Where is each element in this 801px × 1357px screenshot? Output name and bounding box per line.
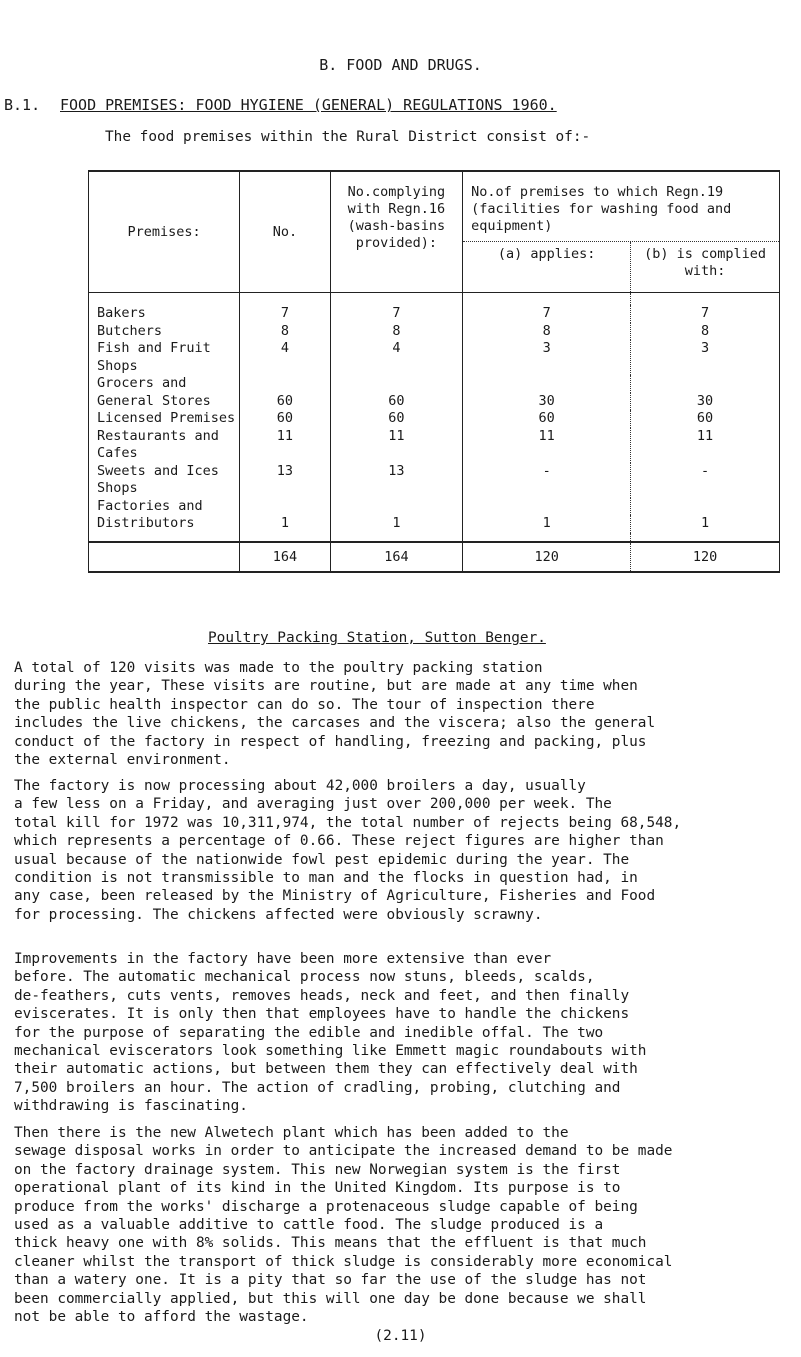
table-row bbox=[89, 375, 780, 393]
premises-table bbox=[88, 170, 780, 573]
table-row bbox=[89, 340, 780, 375]
complying-cell: 7 bbox=[330, 305, 462, 323]
number-cell: 60 bbox=[240, 410, 331, 428]
number-cell: 7 bbox=[240, 305, 331, 323]
applies-cell bbox=[463, 498, 631, 516]
applies-cell bbox=[463, 375, 631, 393]
number-cell: 4 bbox=[240, 340, 331, 375]
complying-cell: 60 bbox=[330, 410, 462, 428]
poultry-heading: Poultry Packing Station, Sutton Benger. bbox=[208, 630, 546, 646]
premises-name-cell: Distributors bbox=[89, 515, 240, 533]
number-cell bbox=[240, 375, 331, 393]
totals-row bbox=[89, 542, 780, 572]
section-number: B.1. bbox=[4, 96, 41, 114]
page-header: B. FOOD AND DRUGS. bbox=[319, 56, 482, 74]
page-number: (2.11) bbox=[374, 1328, 427, 1344]
paragraph-visits: A total of 120 visits was made to the poultry packing station during the year, These visits are routine, but are made at any time when the public health inspector can do so. The tour of inspection there includes the live chickens, the carcases and the viscera; also the general conduct of the factory in respect of handling, freezing and packing, plus the external environment. bbox=[14, 660, 656, 769]
premises-name-cell: Butchers bbox=[89, 323, 240, 341]
total-a-cell: 120 bbox=[463, 542, 631, 572]
complied-cell: 8 bbox=[631, 323, 780, 341]
complied-cell bbox=[631, 498, 780, 516]
premises-name-cell: Fish and Fruit Shops bbox=[89, 340, 240, 375]
applies-cell: 11 bbox=[538, 427, 555, 444]
table-row bbox=[89, 393, 780, 411]
applies-cell: 30 bbox=[538, 392, 555, 409]
section-title: FOOD PREMISES: FOOD HYGIENE (GENERAL) REGULATIONS 1960. bbox=[60, 96, 557, 114]
complied-cell: 60 bbox=[631, 410, 780, 428]
complied-cell: 3 bbox=[631, 340, 780, 375]
table-row bbox=[89, 498, 780, 516]
table-row bbox=[89, 428, 780, 463]
totals-blank-cell bbox=[89, 542, 240, 572]
premises-name-cell: Licensed Premises bbox=[89, 410, 240, 428]
table-row bbox=[89, 515, 780, 533]
complying-cell: 1 bbox=[330, 515, 462, 533]
number-cell: 13 bbox=[240, 463, 331, 498]
number-cell: 60 bbox=[240, 393, 331, 411]
applies-cell: 60 bbox=[538, 410, 555, 426]
premises-name-cell: Grocers and bbox=[89, 375, 240, 393]
premises-name-cell: Bakers bbox=[89, 305, 240, 323]
total-b-cell: 120 bbox=[631, 542, 780, 572]
header-premises: Premises: bbox=[89, 171, 240, 293]
complying-cell: 4 bbox=[330, 340, 462, 375]
section-intro: The food premises within the Rural District consist of:- bbox=[105, 129, 591, 145]
table-row bbox=[89, 463, 780, 498]
complying-cell: 11 bbox=[330, 428, 462, 463]
paragraph-processing: The factory is now processing about 42,000 broilers a day, usually a few less on a Friday, and averaging just over 200,000 per week. The total kill for 1972 was 10,311,974, the total number of rejects being 68,548, which represents a percentage of 0.66. These reject figures are higher than usual because of the nationwide fowl pest epidemic during the year. The condition is not transmissible to man and the flocks in question had, in any case, been released by the Ministry of Agriculture, Fisheries and Food for processing. The chickens affected were obviously scrawny. bbox=[14, 778, 682, 923]
total-complying-cell: 164 bbox=[330, 542, 462, 572]
header-b-complied: (b) is complied with: bbox=[631, 242, 780, 293]
header-a-applies: (a) applies: bbox=[463, 242, 631, 293]
paragraph-improvements: Improvements in the factory have been more extensive than ever before. The automatic mechanical process now stuns, bleeds, scalds, de-feathers, cuts vents, removes heads, neck and feet, and then finally eviscerates. It is only then that employees have to handle the chickens for the purpose of separating the edible and inedible offal. The two mechanical eviscerators look something like Emmett magic roundabouts with their automatic actions, but between them they can effectively deal with 7,500 broilers an hour. The action of cradling, probing, clutching and withdrawing is fascinating. bbox=[14, 951, 647, 1115]
complied-cell: - bbox=[631, 463, 780, 498]
header-regn19: No.of premises to which Regn.19 (facilities for washing food and equipment) bbox=[463, 171, 780, 242]
number-cell: 1 bbox=[240, 515, 331, 533]
premises-name-cell: Factories and bbox=[89, 498, 240, 516]
table-row bbox=[89, 305, 780, 323]
complied-cell: 7 bbox=[631, 305, 780, 323]
complying-cell bbox=[330, 375, 462, 393]
header-complying: No.complying with Regn.16 (wash-basins provided): bbox=[330, 171, 462, 293]
premises-name-cell: General Stores bbox=[89, 393, 240, 411]
complying-cell bbox=[330, 498, 462, 516]
premises-name-cell: Restaurants and Cafes bbox=[89, 428, 240, 463]
number-cell: 11 bbox=[240, 428, 331, 463]
applies-cell: 3 bbox=[542, 340, 551, 356]
applies-cell: 7 bbox=[542, 305, 551, 321]
premises-name-cell: Sweets and Ices Shops bbox=[89, 463, 240, 498]
total-no-cell: 164 bbox=[240, 542, 331, 572]
complied-cell: 11 bbox=[631, 428, 780, 463]
complied-cell bbox=[631, 375, 780, 393]
complying-cell: 60 bbox=[330, 393, 462, 411]
complying-cell: 13 bbox=[330, 463, 462, 498]
complying-cell: 8 bbox=[330, 323, 462, 341]
applies-cell: 1 bbox=[542, 515, 551, 531]
applies-cell: 8 bbox=[542, 322, 551, 339]
paragraph-alwetech-plant: Then there is the new Alwetech plant which has been added to the sewage disposal works in order to anticipate the increased demand to be made on the factory drainage system. This new Norwegian system is the first operational plant of its kind in the United Kingdom. Its purpose is to produce from the works' discharge a protenaceous sludge capable of being used as a valuable additive to cattle food. The sludge produced is a thick heavy one with 8% solids. This means that the effluent is that much cleaner whilst the transport of thick sludge is considerably more economical than a watery one. It is a pity that so far the use of the sludge has not been commercially applied, but this will one day be done because we shall not be able to afford the wastage. bbox=[14, 1125, 673, 1326]
applies-cell: - bbox=[542, 462, 551, 479]
header-no: No. bbox=[240, 171, 331, 293]
number-cell: 8 bbox=[240, 323, 331, 341]
complied-cell: 30 bbox=[631, 393, 780, 411]
complied-cell: 1 bbox=[631, 515, 780, 533]
number-cell bbox=[240, 498, 331, 516]
table-row bbox=[89, 410, 780, 428]
table-row bbox=[89, 323, 780, 341]
